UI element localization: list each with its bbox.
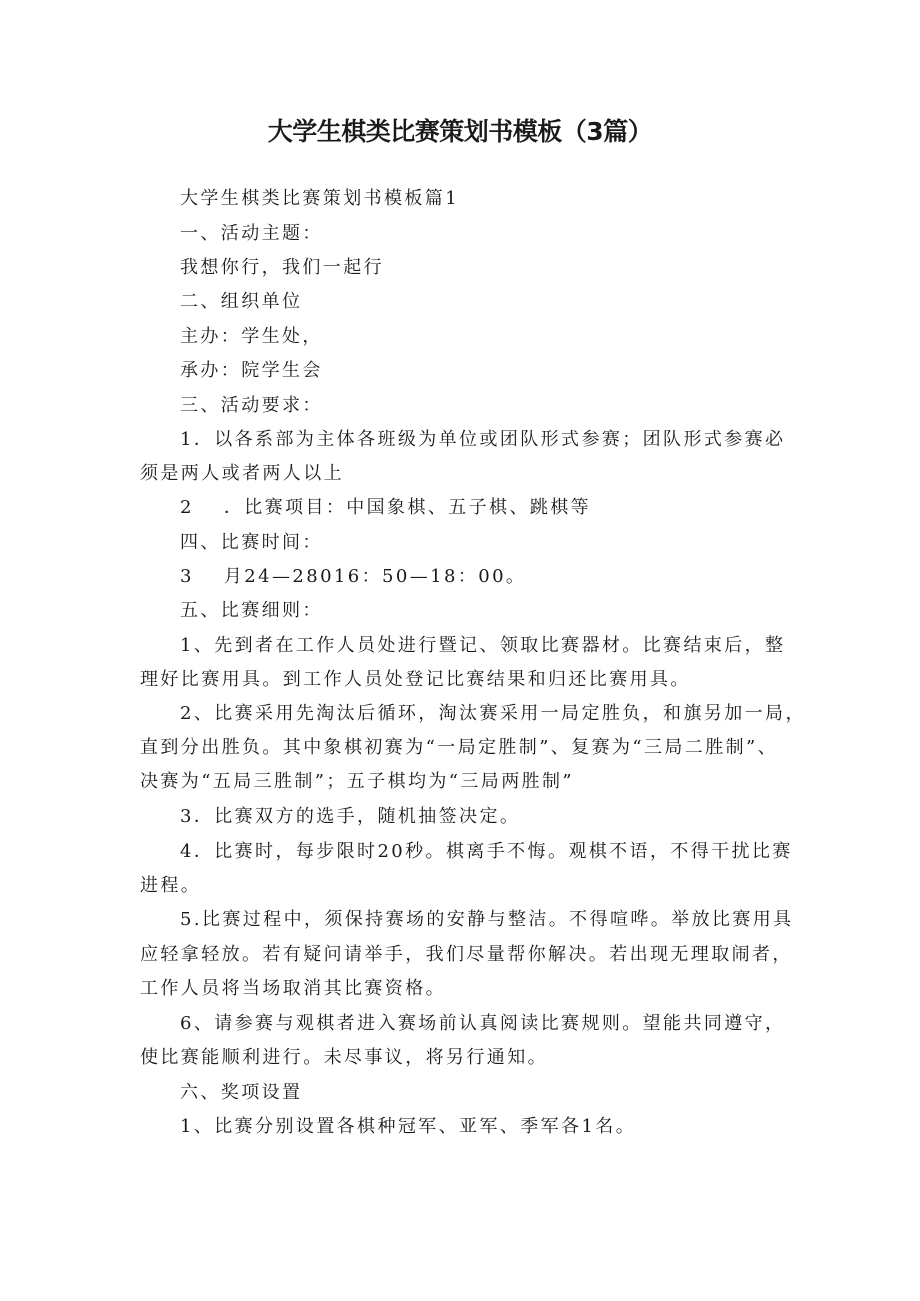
rule-5-line3: 工作人员将当场取消其比赛资格。 <box>140 978 446 999</box>
requirement-1-line1: 1．以各系部为主体各班级为单位或团队形式参赛；团队形式参赛必 <box>180 429 786 450</box>
heading-rules: 五、比赛细则： <box>180 600 323 621</box>
schedule-text <box>180 563 526 591</box>
rule-5-line2: 应轻拿轻放。若有疑问请举手，我们尽量帮你解决。若出现无理取闹者， <box>140 944 793 965</box>
rule-2-line1: 2、比赛采用先淘汰后循环，淘汰赛采用一局定胜负，和旗另加一局， <box>180 703 806 724</box>
document-title: 大学生棋类比赛策划书模板（3篇） <box>267 117 653 146</box>
heading-organizers: 二、组织单位 <box>180 291 303 312</box>
heading-schedule: 四、比赛时间： <box>180 532 323 553</box>
rule-5-line1: 5.比赛过程中，须保持赛场的安静与整洁。不得喧哗。举放比赛用具 <box>180 909 794 930</box>
heading-requirements: 三、活动要求： <box>180 395 323 416</box>
heading-activity-theme: 一、活动主题： <box>180 223 323 244</box>
section-subtitle: 大学生棋类比赛策划书模板篇1 <box>180 188 460 209</box>
rule-1-line2: 理好比赛用具。到工作人员处登记比赛结果和归还比赛用具。 <box>140 669 691 690</box>
requirement-2 <box>180 494 591 522</box>
organizer-text: 承办：院学生会 <box>180 360 323 381</box>
host-text: 主办：学生处， <box>180 326 323 347</box>
schedule-detail: 月24—28016：50—18：00。 <box>223 566 527 587</box>
rule-1-line1: 1、先到者在工作人员处进行暨记、领取比赛器材。比赛结束后，整 <box>180 635 786 656</box>
rule-4-line2: 进程。 <box>140 875 202 896</box>
award-1: 1、比赛分别设置各棋种冠军、亚军、季军各1名。 <box>180 1116 637 1137</box>
requirement-2-text: ．比赛项目：中国象棋、五子棋、跳棋等 <box>223 497 592 518</box>
activity-theme-text: 我想你行，我们一起行 <box>180 257 384 278</box>
rule-2-line3: 决赛为“五局三胜制”；五子棋均为“三局两胜制” <box>140 771 575 792</box>
rule-6-line2: 使比赛能顺利进行。未尽事议，将另行通知。 <box>140 1047 548 1068</box>
heading-awards: 六、奖项设置 <box>180 1082 303 1103</box>
requirement-1-line2: 须是两人或者两人以上 <box>140 463 344 484</box>
rule-3: 3．比赛双方的选手，随机抽签决定。 <box>180 806 521 827</box>
rule-2-line2: 直到分出胜负。其中象棋初赛为“一局定胜制”、复赛为“三局二胜制”、 <box>140 737 779 758</box>
requirement-2-number: 2 <box>180 497 194 518</box>
rule-4-line1: 4．比赛时，每步限时20秒。棋离手不悔。观棋不语，不得干扰比赛 <box>180 841 793 862</box>
schedule-number: 3 <box>180 566 194 587</box>
rule-6-line1: 6、请参赛与观棋者进入赛场前认真阅读比赛规则。望能共同遵守， <box>180 1013 786 1034</box>
